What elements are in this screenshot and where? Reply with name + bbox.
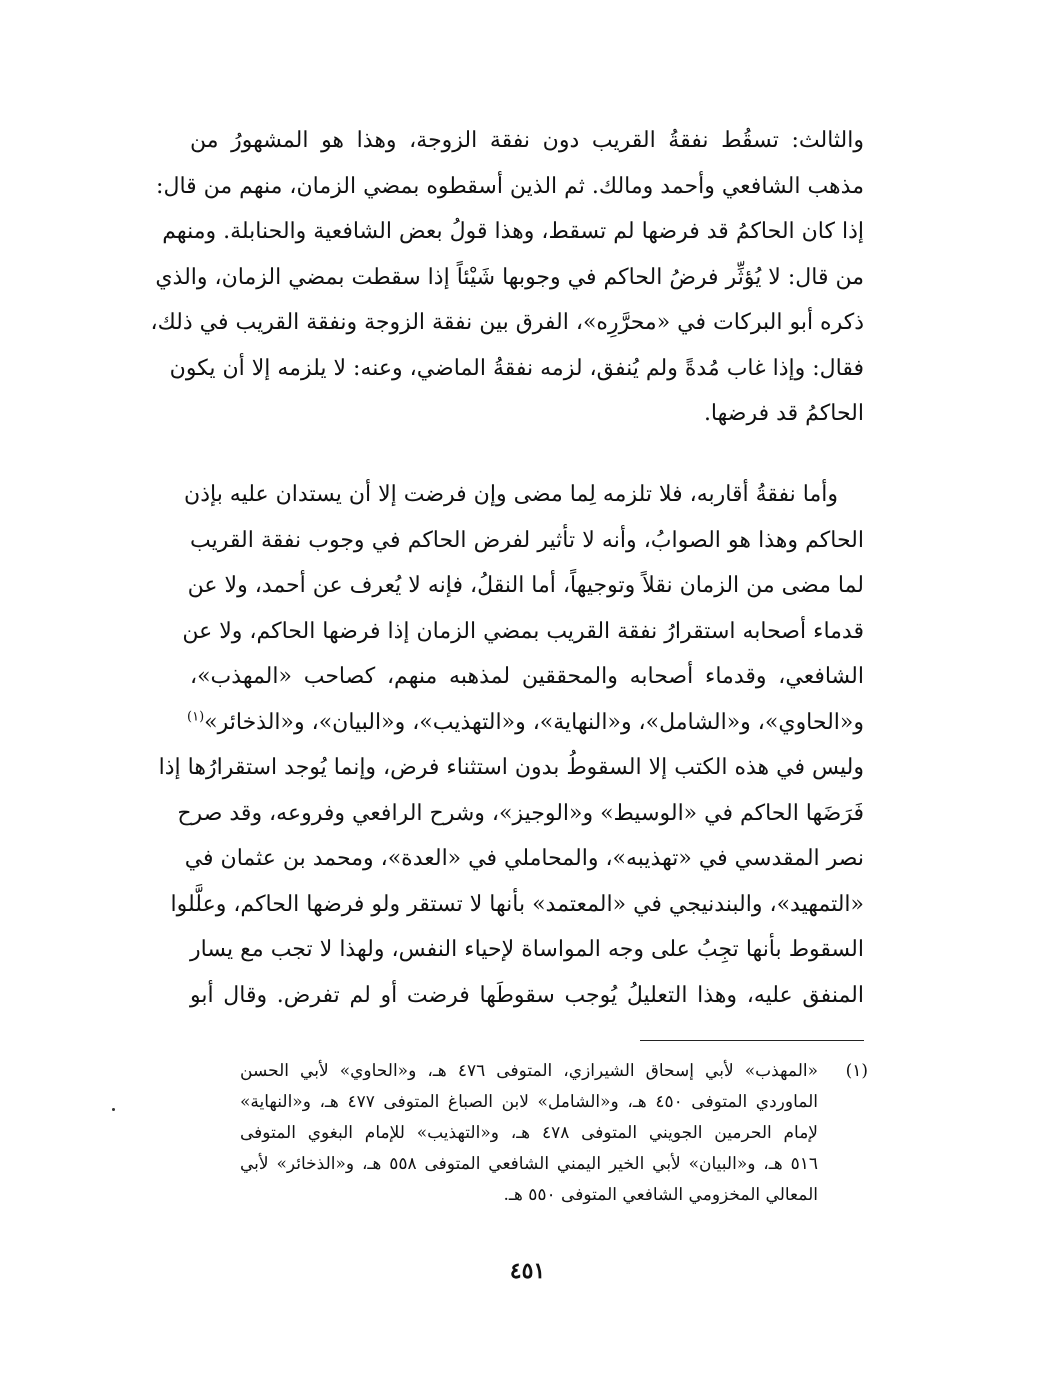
footnote-separator — [640, 1040, 864, 1041]
paragraph-2-line-text: و«الحاوي»، و«الشامل»، و«النهاية»، و«التهذيب»، و«البيان»، و«الذخائر» — [204, 709, 864, 735]
footnote-line: المعالي المخزومي الشافعي المتوفى ٥٥٠ هـ. — [503, 1185, 818, 1205]
margin-dot — [112, 1108, 115, 1111]
paragraph-2-line: «التمهيد»، والبندنيجي في «المعتمد» بأنها لا تستقر ولو فرضها الحاكم، وعلَّلوا — [170, 891, 864, 917]
paragraph-2-line: السقوط بأنها تجِبُ على وجه المواساة لإحياء النفس، ولهذا لا تجب مع يسار — [190, 937, 864, 962]
paragraph-2-line: لما مضى من الزمان نقلاً وتوجيهاً، أما النقلُ، فإنه لا يُعرف عن أحمد، ولا عن — [187, 573, 864, 598]
paragraph-1-line: الحاكمُ قد فرضها. — [703, 401, 864, 426]
footnote-line: الماوردي المتوفى ٤٥٠ هـ، و«الشامل» لابن الصباغ المتوفى ٤٧٧ هـ، و«النهاية» — [240, 1092, 819, 1112]
footnote-reference[interactable]: (١) — [187, 709, 205, 725]
paragraph-2-line: وأما نفقةُ أقاربه، فلا تلزمه لِما مضى وإن فرضت إلا أن يستدان عليه بإذن — [184, 482, 838, 507]
page-number: ٤٥١ — [509, 1258, 546, 1284]
paragraph-1 — [150, 118, 864, 437]
paragraph-1-line: فقال: وإذا غاب مُدةً ولم يُنفق، لزمه نفقةُ الماضي، وعنه: لا يلزمه إلا أن يكون — [169, 355, 864, 381]
footnote-line: ٥١٦ هـ، و«البيان» لأبي الخير اليمني الشافعي المتوفى ٥٥٨ هـ، و«الذخائر» لأبي — [240, 1154, 818, 1174]
footnote-body — [240, 1056, 862, 1211]
paragraph-1-line: مذهب الشافعي وأحمد ومالك. ثم الذين أسقطوه بمضي الزمان، منهم من قال: — [156, 173, 864, 199]
paragraph-2-line: الشافعي، وقدماء أصحابه والمحققين لمذهبه منهم، كصاحب «المهذب»، — [190, 664, 864, 689]
paragraph-1-line: والثالث: تسقُط نفقةُ القريب دون نفقة الزوجة، وهذا هو المشهورُ من — [190, 128, 864, 153]
paragraph-2-line: فَرَضَها الحاكم في «الوسيط» و«الوجيز»، وشرح الرافعي وفروعه، وقد صرح — [177, 800, 864, 826]
footnote-marker: (١) — [845, 1061, 868, 1081]
paragraph-2-line: المنفق عليه، وهذا التعليلُ يُوجب سقوطَها فرضت أو لم تفرض. وقال أبو — [190, 982, 864, 1008]
paragraph-2-line: الحاكم وهذا هو الصوابُ، وأنه لا تأثير لفرض الحاكم في وجوب نفقة القريب — [190, 527, 864, 553]
paragraph-1-line: إذا كان الحاكمُ قد فرضها لم تسقط، وهذا قولُ بعض الشافعية والحنابلة. ومنهم — [162, 219, 864, 244]
footnote-line: لإمام الحرمين الجويني المتوفى ٤٧٨ هـ، و«التهذيب» للإمام البغوي المتوفى — [240, 1123, 819, 1143]
footnote — [240, 1056, 868, 1211]
paragraph-1-line: ذكره أبو البركات في «محرَّرِه»، الفرق بين نفقة الزوجة ونفقة القريب في ذلك، — [150, 310, 864, 335]
paragraph-1-line: من قال: لا يُؤثِّر فرضُ الحاكم في وجوبها شَيْئاً إذا سقطت بمضي الزمان، والذي — [155, 264, 864, 290]
footnote-line: «المهذب» لأبي إسحاق الشيرازي، المتوفى ٤٧٦ هـ، و«الحاوي» لأبي الحسن — [240, 1061, 818, 1081]
paragraph-2-line: نصر المقدسي في «تهذيبه»، والمحاملي في «العدة»، ومحمد بن عثمان في — [184, 846, 864, 871]
paragraph-2-line-with-note — [187, 700, 864, 746]
paragraph-2-line: وليس في هذه الكتب إلا السقوطُ بدون استثناء فرض، وإنما يُوجد استقرارُها إذا — [158, 755, 864, 780]
paragraph-2-line: قدماء أصحابه استقرارُ نفقة القريب بمضي الزمان إذا فرضها الحاكم، ولا عن — [182, 618, 864, 644]
paragraph-2 — [158, 472, 864, 1018]
